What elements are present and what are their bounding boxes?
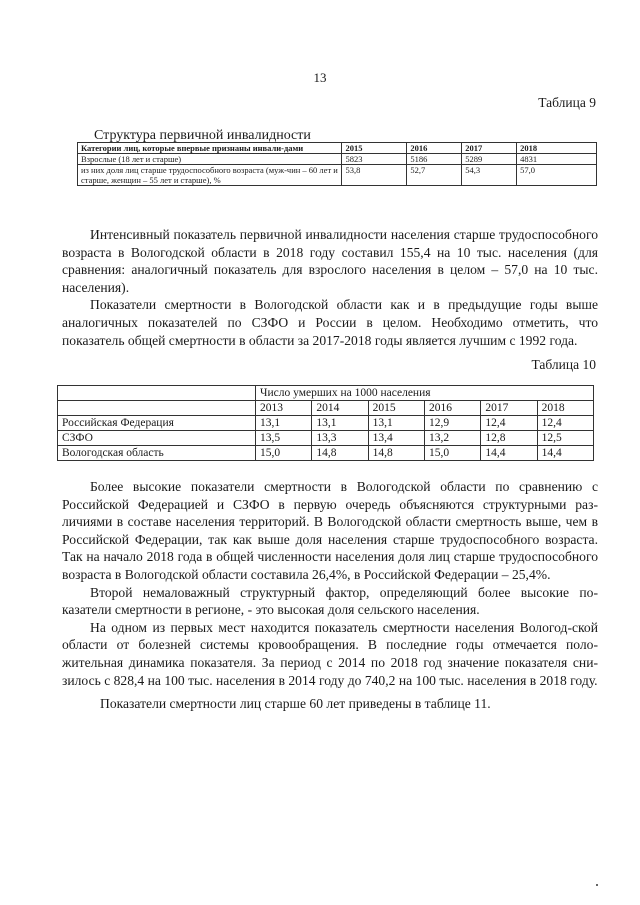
- paragraph: Более высокие показатели смертности в Вологодской области по сравнению с Российской Федерацией и СЗФО в первую очередь объясняются структурными раз-личиями в составе населения территорий. В Вологодской области смертность выше, чем в Российской Федерации, так как выше доля населения старше трудоспособного возраста. Так на начало 2018 года в общей численности населения доля лиц старше трудоспособного возраста в Вологодской области составила 26,4%, в Российской Федерации – 25,4%.: [62, 479, 598, 582]
- table-row: [78, 154, 597, 165]
- table-cell: 4831: [517, 154, 597, 165]
- table-9-header-cell: 2015: [342, 143, 407, 154]
- table-cell: 13,2: [424, 431, 480, 446]
- region-cell: Вологодская область: [58, 446, 256, 461]
- table-cell: 14,4: [537, 446, 593, 461]
- table-row: [58, 416, 594, 431]
- table-10-corner-cell: [58, 401, 256, 416]
- table-row: [78, 165, 597, 186]
- table-row: [58, 431, 594, 446]
- table-cell: 52,7: [407, 165, 462, 186]
- table-cell: 53,8: [342, 165, 407, 186]
- table-cell: 14,4: [481, 446, 537, 461]
- paragraph: Показатели смертности лиц старше 60 лет приведены в таблице 11.: [100, 696, 491, 712]
- table-cell: 57,0: [517, 165, 597, 186]
- table-9-header-cell: 2018: [517, 143, 597, 154]
- table-cell: Взрослые (18 лет и старше): [78, 154, 342, 165]
- table-9-label: Таблица 9: [538, 95, 596, 110]
- year-header: 2017: [481, 401, 537, 416]
- paragraph: Интенсивный показатель первичной инвалидности населения старше трудоспособного возраста в Вологодской области в 2018 году составил 155,4 на 10 тыс. населения (для сравнения: аналогичный показатель для взрослого населения в целом – 57,0 на 10 тыс. населения).: [62, 227, 598, 295]
- table-10-group-header-row: [58, 386, 594, 401]
- table-10-group-header: Число умерших на 1000 населения: [256, 386, 594, 401]
- table-cell: 12,8: [481, 431, 537, 446]
- table-cell: 15,0: [424, 446, 480, 461]
- table-cell: 13,1: [256, 416, 312, 431]
- table-cell: 5289: [462, 154, 517, 165]
- table-cell: 15,0: [256, 446, 312, 461]
- region-cell: Российская Федерация: [58, 416, 256, 431]
- body-text-block-2: [62, 478, 598, 713]
- table-10: [57, 385, 594, 461]
- table-row: [58, 446, 594, 461]
- page-number: 13: [313, 70, 327, 85]
- year-header: 2014: [312, 401, 368, 416]
- paragraph: Показатели смертности в Вологодской области как и в предыдущие годы выше аналогичных показателей по СЗФО и России в целом. Необходимо отметить, что показатель общей смертности в области за 2017-2018 годы является лучшим с 1992 года.: [62, 297, 598, 348]
- table-cell: 13,1: [368, 416, 424, 431]
- scan-speck: [596, 884, 598, 886]
- table-10-label: Таблица 10: [531, 357, 596, 372]
- table-cell: 12,4: [481, 416, 537, 431]
- table-cell: из них доля лиц старше трудоспособного возраста (муж-чин – 60 лет и старше, женщин – 55 лет и старше), %: [78, 165, 342, 186]
- year-header: 2018: [537, 401, 593, 416]
- year-header: 2015: [368, 401, 424, 416]
- paragraph: Второй немаловажный структурный фактор, определяющий более высокие по-казатели смертности в регионе, - это высокая доля сельского населения.: [62, 584, 598, 618]
- table-cell: 13,4: [368, 431, 424, 446]
- table-cell: 12,9: [424, 416, 480, 431]
- table-cell: 14,8: [368, 446, 424, 461]
- table-cell: 13,1: [312, 416, 368, 431]
- table-10-corner-cell: [58, 386, 256, 401]
- table-9-header-cell: 2017: [462, 143, 517, 154]
- table-cell: 5823: [342, 154, 407, 165]
- paragraph: На одном из первых мест находится показатель смертности населения Вологод-ской области от болезней системы кровообращения. В последние годы отмечается поло-жительная динамика показателя. За период с 2014 по 2018 год значение показателя сни-зилось с 828,4 на 100 тыс. населения в 2014 году до 740,2 на 100 тыс. населения в 2018 году.: [62, 619, 598, 688]
- body-text-block-1: [62, 226, 598, 349]
- table-10-years-row: [58, 401, 594, 416]
- region-cell: СЗФО: [58, 431, 256, 446]
- table-cell: 12,5: [537, 431, 593, 446]
- table-cell: 54,3: [462, 165, 517, 186]
- table-cell: 12,4: [537, 416, 593, 431]
- table-9-header-cell: 2016: [407, 143, 462, 154]
- table-cell: 13,5: [256, 431, 312, 446]
- table-cell: 5186: [407, 154, 462, 165]
- table-9-header-row: [78, 143, 597, 154]
- year-header: 2013: [256, 401, 312, 416]
- table-9-header-cell: Категории лиц, которые впервые признаны инвали-дами: [78, 143, 342, 154]
- table-cell: 13,3: [312, 431, 368, 446]
- table-cell: 14,8: [312, 446, 368, 461]
- table-9: [77, 142, 597, 186]
- table-9-caption: Структура первичной инвалидности: [94, 128, 311, 143]
- year-header: 2016: [424, 401, 480, 416]
